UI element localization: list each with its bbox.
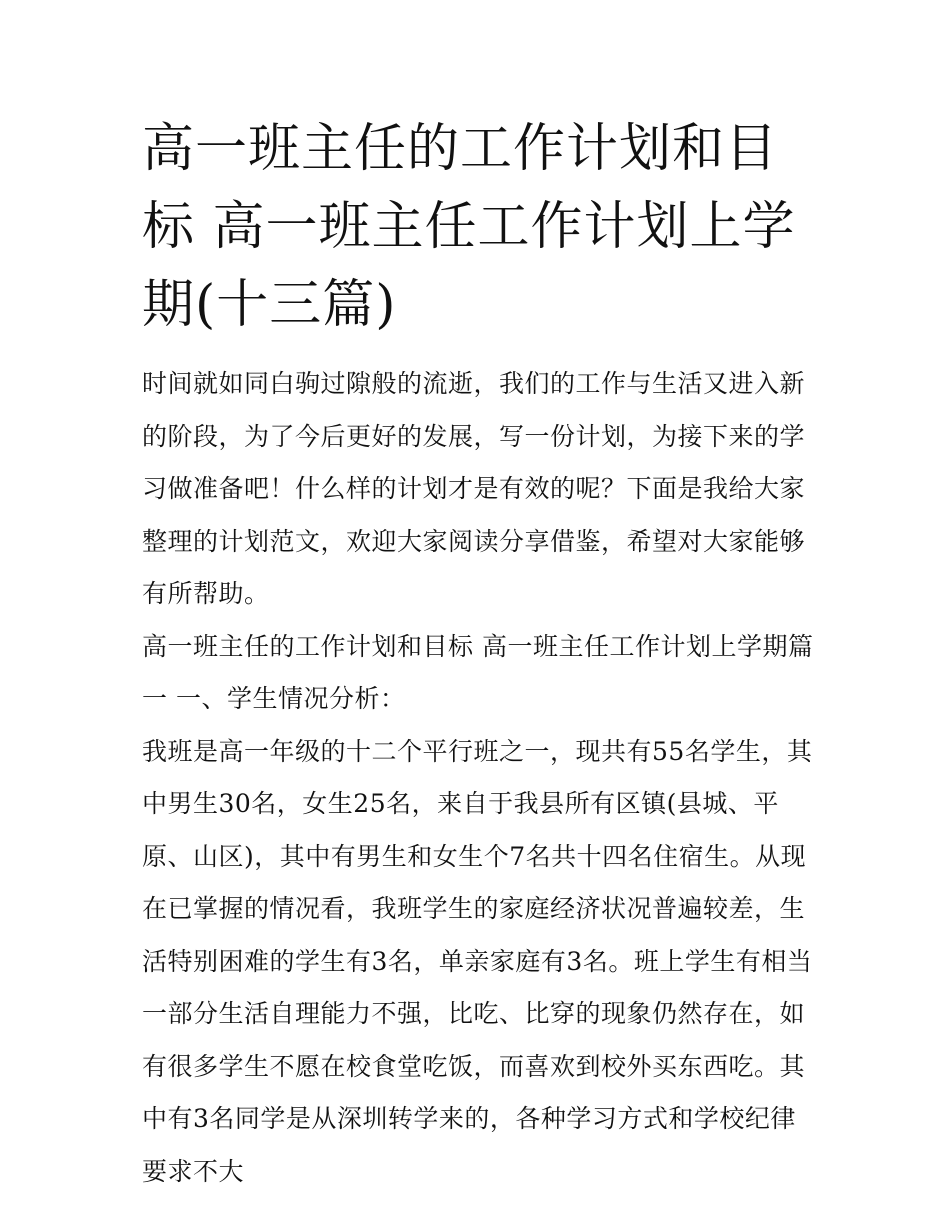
intro-paragraph: 时间就如同白驹过隙般的流逝，我们的工作与生活又进入新的阶段，为了今后更好的发展，写一份计划，为接下来的学习做准备吧！什么样的计划才是有效的呢？下面是我给大家整理的计划范文，欢迎大家阅读分享借鉴，希望对大家能够有所帮助。 xyxy=(142,369,806,608)
document-page xyxy=(142,110,814,1198)
student-analysis-paragraph: 我班是高一年级的十二个平行班之一，现共有55名学生，其中男生30名，女生25名，来自于我县所有区镇(县城、平原、山区)，其中有男生和女生个7名共十四名住宿生。从现在已掌握的情况看，我班学生的家庭经济状况普遍较差，生活特别困难的学生有3名，单亲家庭有3名。班上学生有相当一部分生活自理能力不强，比吃、比穿的现象仍然存在，如有很多学生不愿在校食堂吃饭，而喜欢到校外买东西吃。其中有3名同学是从深圳转学来的，各种学习方式和学校纪律要求不大 xyxy=(142,736,813,1186)
section-heading-paragraph: 高一班主任的工作计划和目标 高一班主任工作计划上学期篇一 一、学生情况分析： xyxy=(142,631,814,713)
document-body xyxy=(142,358,814,1198)
document-title: 高一班主任的工作计划和目标 高一班主任工作计划上学期(十三篇) xyxy=(142,119,796,335)
